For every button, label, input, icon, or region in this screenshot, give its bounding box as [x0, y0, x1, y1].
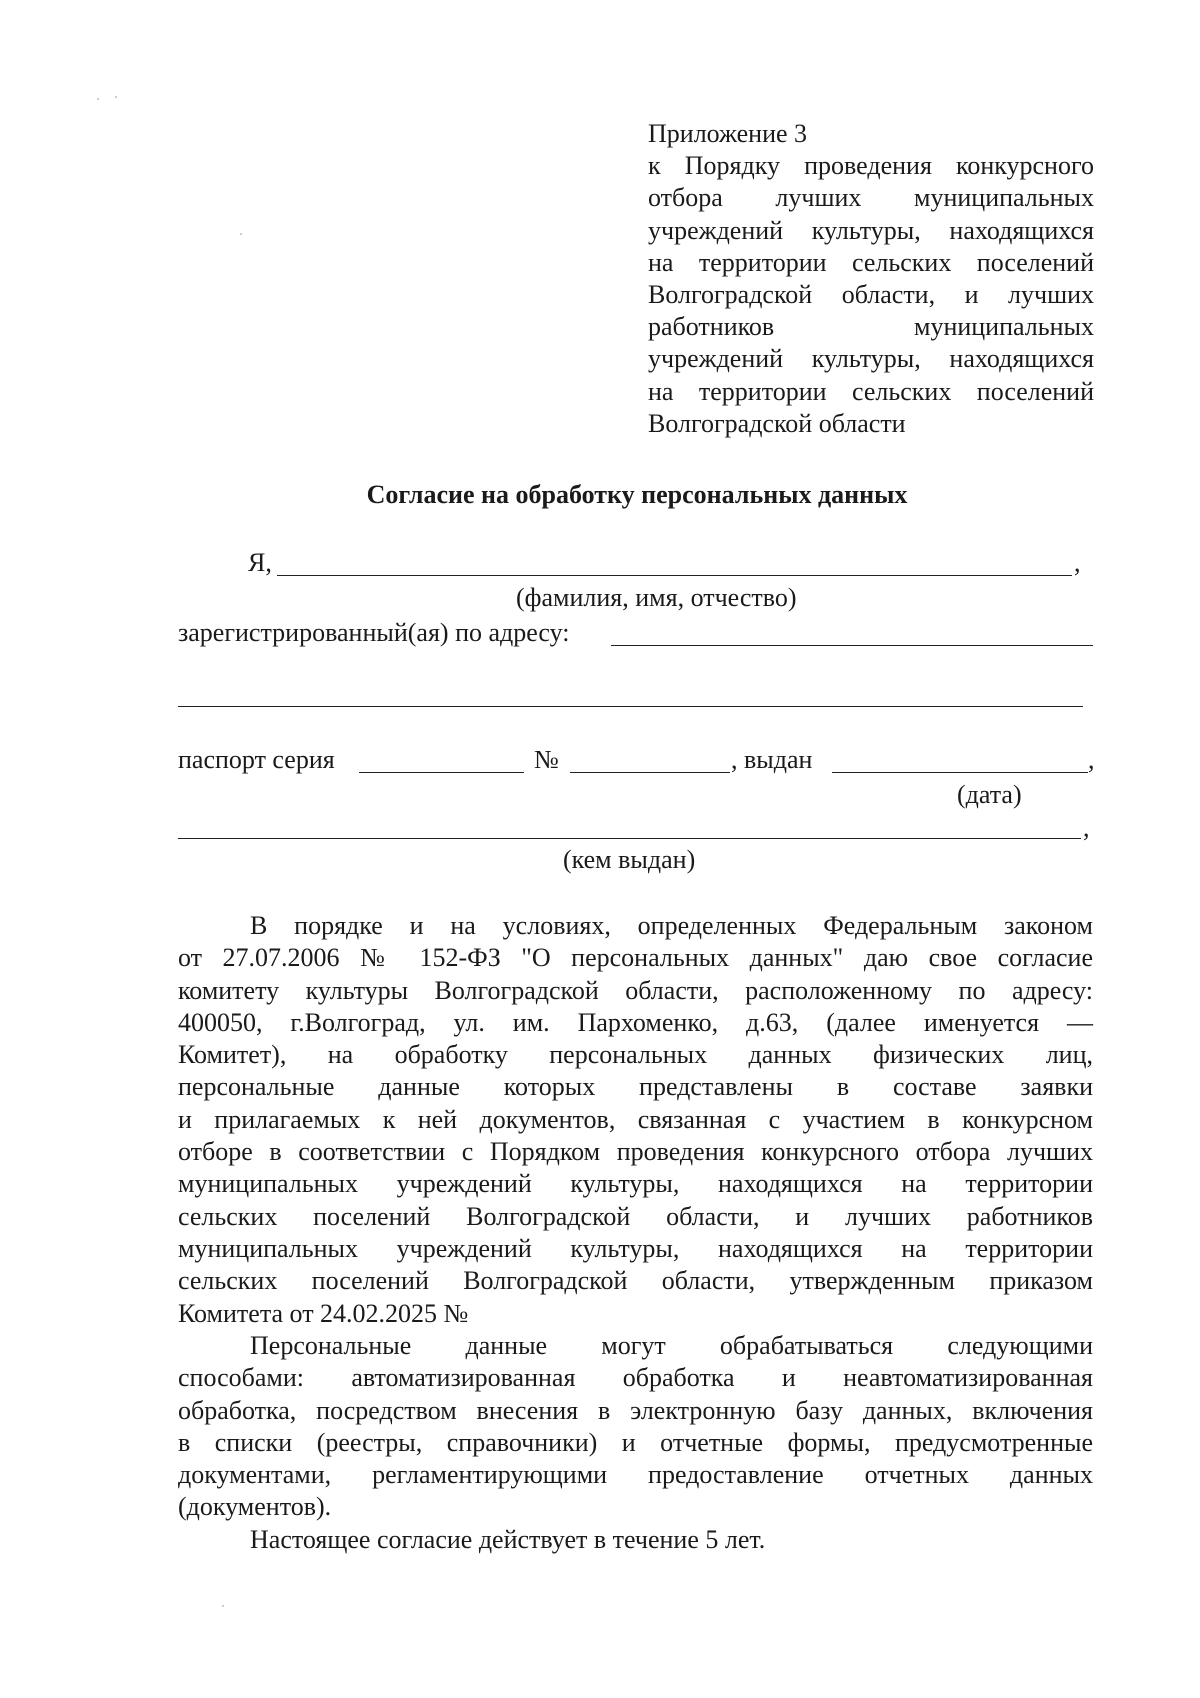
scan-speck: [97, 98, 99, 100]
appendix-line: отбора лучших муниципальных: [648, 183, 1094, 213]
issuer-hint: (кем выдан): [563, 845, 696, 874]
text-line: сельских поселений Волгоградской области, и лучших работников: [178, 1201, 1093, 1231]
text-line: муниципальных учреждений культуры, находящихся на территории: [178, 1169, 1093, 1199]
appendix-line: на территории сельских поселений: [648, 247, 1094, 277]
fio-hint: (фамилия, имя, отчество): [516, 583, 797, 612]
issuer-line-end: ,: [1083, 813, 1090, 842]
consent-paragraph-3: [178, 1524, 1093, 1556]
text-line: персональные данные которых представлены в составе заявки: [178, 1072, 1093, 1102]
address-underline: [611, 645, 1093, 646]
text-line: и прилагаемых к ней документов, связанная с участием в конкурсном: [178, 1104, 1093, 1134]
appendix-line: Волгоградской области, и лучших: [648, 279, 1094, 309]
passport-series-underline: [359, 772, 524, 773]
text-line: отборе в соответствии с Порядком проведения конкурсного отбора лучших: [178, 1137, 1093, 1167]
appendix-line: Волгоградской области: [648, 408, 906, 438]
issued-date-underline: [832, 772, 1088, 773]
text-line: обработка, посредством внесения в электронную базу данных, включения: [178, 1395, 1093, 1425]
appendix-line: работников муниципальных: [648, 312, 1094, 342]
scan-speck: [240, 233, 242, 235]
text-line: способами: автоматизированная обработка и неавтоматизированная: [178, 1363, 1093, 1393]
passport-series-label: паспорт серия: [178, 745, 335, 774]
consent-paragraph-1: [178, 910, 1093, 1330]
text-line: Комитета от 24.02.2025 №: [178, 1298, 469, 1328]
ya-label: Я,: [248, 548, 272, 577]
appendix-line: на территории сельских поселений: [648, 376, 1094, 406]
fio-underline: [277, 575, 1072, 576]
text-line: сельских поселений Волгоградской области, утвержденным приказом: [178, 1266, 1093, 1296]
address-underline-2: [178, 706, 1083, 707]
issued-label: , выдан: [731, 745, 813, 774]
fio-line-end: ,: [1074, 548, 1081, 577]
consent-paragraph-2: [178, 1330, 1093, 1524]
passport-number-label: №: [534, 745, 559, 774]
issuer-underline: [178, 838, 1081, 839]
text-line: Персональные данные могут обрабатываться следующими: [250, 1331, 1093, 1360]
text-line: Комитет), на обработку персональных данных физических лиц,: [178, 1040, 1093, 1070]
appendix-header: [648, 118, 1094, 440]
text-line: комитету культуры Волгоградской области, расположенному по адресу:: [178, 975, 1093, 1005]
text-line: Настоящее согласие действует в течение 5 лет.: [250, 1525, 766, 1554]
scan-speck: [115, 96, 117, 98]
text-line: от 27.07.2006 № 152-ФЗ "О персональных данных" даю свое согласие: [178, 943, 1093, 973]
scan-speck: [222, 1605, 224, 1607]
appendix-line: учреждений культуры, находящихся: [648, 215, 1094, 245]
date-hint: (дата): [957, 780, 1022, 809]
appendix-line: учреждений культуры, находящихся: [648, 344, 1094, 374]
text-line: 400050, г.Волгоград, ул. им. Пархоменко, д.63, (далее именуется —: [178, 1007, 1093, 1037]
passport-number-underline: [570, 772, 730, 773]
appendix-line: к Порядку проведения конкурсного: [648, 151, 1094, 181]
text-line: документами, регламентирующими предоставление отчетных данных: [178, 1460, 1093, 1490]
text-line: В порядке и на условиях, определенных Федеральным законом: [250, 911, 1093, 940]
address-label: зарегистрированный(ая) по адресу:: [178, 618, 570, 647]
text-line: муниципальных учреждений культуры, находящихся на территории: [178, 1233, 1093, 1263]
document-title: Согласие на обработку персональных данных: [366, 480, 908, 509]
text-line: в списки (реестры, справочники) и отчетные формы, предусмотренные: [178, 1427, 1093, 1457]
appendix-line: Приложение 3: [648, 119, 808, 148]
issued-line-end: ,: [1088, 745, 1095, 774]
text-line: (документов).: [178, 1492, 332, 1522]
